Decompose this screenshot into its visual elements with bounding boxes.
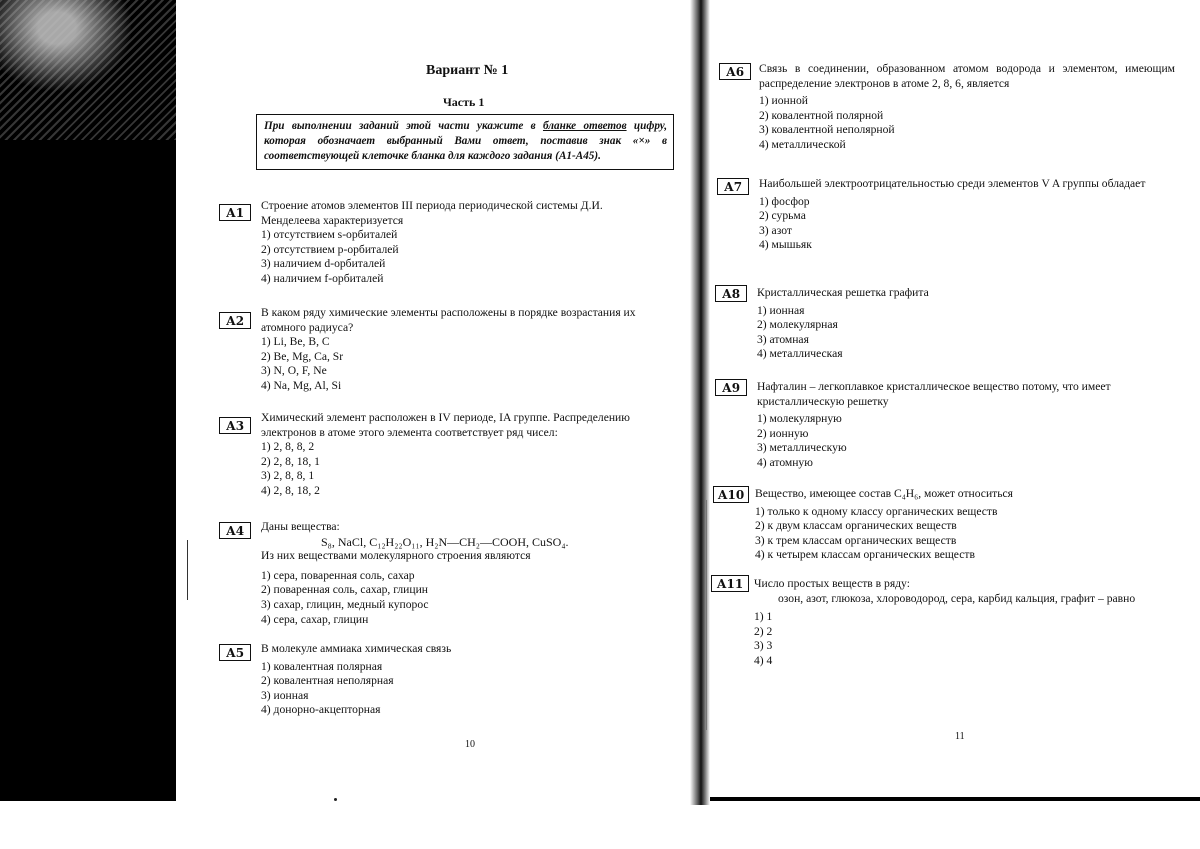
- answer-option[interactable]: 3) N, O, F, Ne: [261, 364, 327, 378]
- answer-option[interactable]: 1) ионная: [757, 303, 805, 317]
- question-number: А11: [711, 575, 749, 592]
- answer-option[interactable]: 1) 2, 8, 8, 2: [261, 440, 315, 454]
- answer-option[interactable]: 4) Na, Mg, Al, Si: [261, 378, 342, 392]
- answer-option[interactable]: 1) только к одному классу органических веществ: [755, 504, 998, 518]
- question-text: Вещество, имеющее состав C₄H₆, может относиться: [755, 487, 1013, 500]
- question-a10: [755, 487, 1160, 563]
- answer-option[interactable]: 3) 2, 8, 8, 1: [261, 469, 315, 483]
- answer-option[interactable]: 1) 1: [754, 610, 773, 624]
- answer-option[interactable]: 2) сурьма: [759, 209, 806, 223]
- question-text: В молекуле аммиака химическая связь: [261, 642, 452, 655]
- question-a11: [754, 577, 1149, 669]
- answer-option[interactable]: 2) ковалентной полярной: [759, 108, 884, 122]
- question-text: Число простых веществ в ряду:: [754, 577, 910, 590]
- question-number: А7: [717, 178, 749, 195]
- answer-option[interactable]: 4) 2, 8, 18, 2: [261, 483, 320, 497]
- question-formula: S₈, NaCl, C₁₂H₂₂O₁₁, H₂N—CH₂—COOH, CuSO₄.: [321, 534, 569, 549]
- answer-option[interactable]: 2) Be, Mg, Ca, Sr: [261, 349, 344, 363]
- answer-option[interactable]: 3) к трем классам органических веществ: [755, 533, 957, 547]
- scan-speck: [334, 798, 337, 801]
- question-a2: [261, 306, 666, 394]
- question-number: А8: [715, 285, 747, 302]
- question-a3: [261, 411, 681, 499]
- answer-option[interactable]: 2) 2: [754, 624, 773, 638]
- question-text: Нафталин – легкоплавкое кристаллическое вещество потому, что имеет кристаллическую решетку: [757, 380, 1111, 408]
- book-gutter: [690, 0, 710, 805]
- question-a8: [757, 286, 1157, 362]
- part-title: Часть 1: [443, 95, 485, 109]
- question-number: А6: [719, 63, 751, 80]
- answer-option[interactable]: 4) 4: [754, 653, 773, 667]
- question-text: Даны вещества:: [261, 520, 340, 533]
- variant-title: Вариант № 1: [426, 63, 509, 78]
- question-a4: [261, 520, 681, 627]
- question-number: А9: [715, 379, 747, 396]
- answer-option[interactable]: 2) ковалентная неполярная: [261, 674, 394, 688]
- page-number-right: 11: [955, 731, 965, 742]
- question-number: А5: [219, 644, 251, 661]
- answer-option[interactable]: 2) к двум классам органических веществ: [755, 519, 957, 533]
- answer-option[interactable]: 1) молекулярную: [757, 412, 842, 426]
- question-text: Химический элемент расположен в IV периоде, IA группе. Распределению электронов в атоме этого элемента соответствует ряд чисел:: [261, 411, 630, 439]
- answer-option[interactable]: 4) к четырем классам органических веществ: [755, 548, 975, 562]
- scan-mark: [706, 500, 707, 730]
- answer-option[interactable]: 4) донорно-акцепторная: [261, 703, 381, 717]
- question-a6: [759, 62, 1175, 153]
- instruction-underlined: бланке ответов: [542, 120, 627, 132]
- answer-option[interactable]: 1) фосфор: [759, 194, 810, 208]
- answer-option[interactable]: 4) сера, сахар, глицин: [261, 612, 369, 626]
- answer-option[interactable]: 3) атомная: [757, 332, 809, 346]
- answer-option[interactable]: 1) отсутствием s-орбиталей: [261, 228, 398, 242]
- answer-option[interactable]: 1) ионной: [759, 94, 808, 108]
- question-a5: [261, 642, 661, 718]
- answer-option[interactable]: 3) наличием d-орбиталей: [261, 257, 386, 271]
- instruction-box: [256, 114, 674, 170]
- answer-option[interactable]: 2) 2, 8, 18, 1: [261, 454, 320, 468]
- question-text: Кристаллическая решетка графита: [757, 286, 929, 299]
- answer-option[interactable]: 3) сахар, глицин, медный купорос: [261, 597, 429, 611]
- answer-option[interactable]: 2) поваренная соль, сахар, глицин: [261, 583, 428, 597]
- answer-option[interactable]: 3) ковалентной неполярной: [759, 123, 895, 137]
- instruction-text-cont: цифру, которая обозначает выбранный Вами ответ, поставив знак «×» в соответствующей клеточке бланка для каждого задания (А1-А45).: [264, 120, 668, 162]
- question-text: Связь в соединении, образованном атомом водорода и элементом, имеющим распределение электронов в атоме 2, 8, 6, является: [759, 62, 1175, 90]
- instruction-text: При выполнении заданий этой части укажите в: [264, 120, 543, 132]
- answer-option[interactable]: 1) Li, Be, B, C: [261, 335, 330, 349]
- scan-mark: [187, 540, 188, 600]
- question-number: А3: [219, 417, 251, 434]
- question-text: В каком ряду химические элементы расположены в порядке возрастания их атомного радиуса?: [261, 306, 636, 334]
- answer-option[interactable]: 2) отсутствием p-орбиталей: [261, 242, 399, 256]
- answer-option[interactable]: 4) металлическая: [757, 347, 843, 361]
- question-a9: [757, 380, 1162, 471]
- answer-option[interactable]: 1) сера, поваренная соль, сахар: [261, 568, 415, 582]
- answer-option[interactable]: 3) ионная: [261, 688, 309, 702]
- question-number: А2: [219, 312, 251, 329]
- answer-option[interactable]: 3) 3: [754, 639, 773, 653]
- question-a1: [261, 199, 661, 287]
- scan-bottom-margin: [0, 801, 1200, 849]
- answer-option[interactable]: 4) наличием f-орбиталей: [261, 271, 384, 285]
- question-number: А1: [219, 204, 251, 221]
- answer-option[interactable]: 4) мышьяк: [759, 238, 812, 252]
- answer-option[interactable]: 2) ионную: [757, 426, 809, 440]
- answer-option[interactable]: 1) ковалентная полярная: [261, 659, 383, 673]
- scan-artifact: [0, 0, 190, 140]
- answer-option[interactable]: 3) азот: [759, 223, 792, 237]
- answer-option[interactable]: 4) атомную: [757, 455, 813, 469]
- question-text: Строение атомов элементов III периода периодической системы Д.И. Менделеева характеризуется: [261, 199, 603, 227]
- answer-option[interactable]: 4) металлической: [759, 137, 846, 151]
- question-a7: [759, 177, 1159, 253]
- question-number: А4: [219, 522, 251, 539]
- question-number: А10: [713, 486, 749, 503]
- page-number-left: 10: [465, 739, 475, 750]
- question-text-cont: озон, азот, глюкоза, хлороводород, сера, карбид кальция, графит – равно: [778, 591, 1136, 605]
- question-text-cont: Из них веществами молекулярного строения являются: [261, 549, 531, 563]
- answer-option[interactable]: 2) молекулярная: [757, 318, 838, 332]
- answer-option[interactable]: 3) металлическую: [757, 441, 847, 455]
- question-text: Наибольшей электроотрицательностью среди элементов V A группы обладает: [759, 177, 1146, 190]
